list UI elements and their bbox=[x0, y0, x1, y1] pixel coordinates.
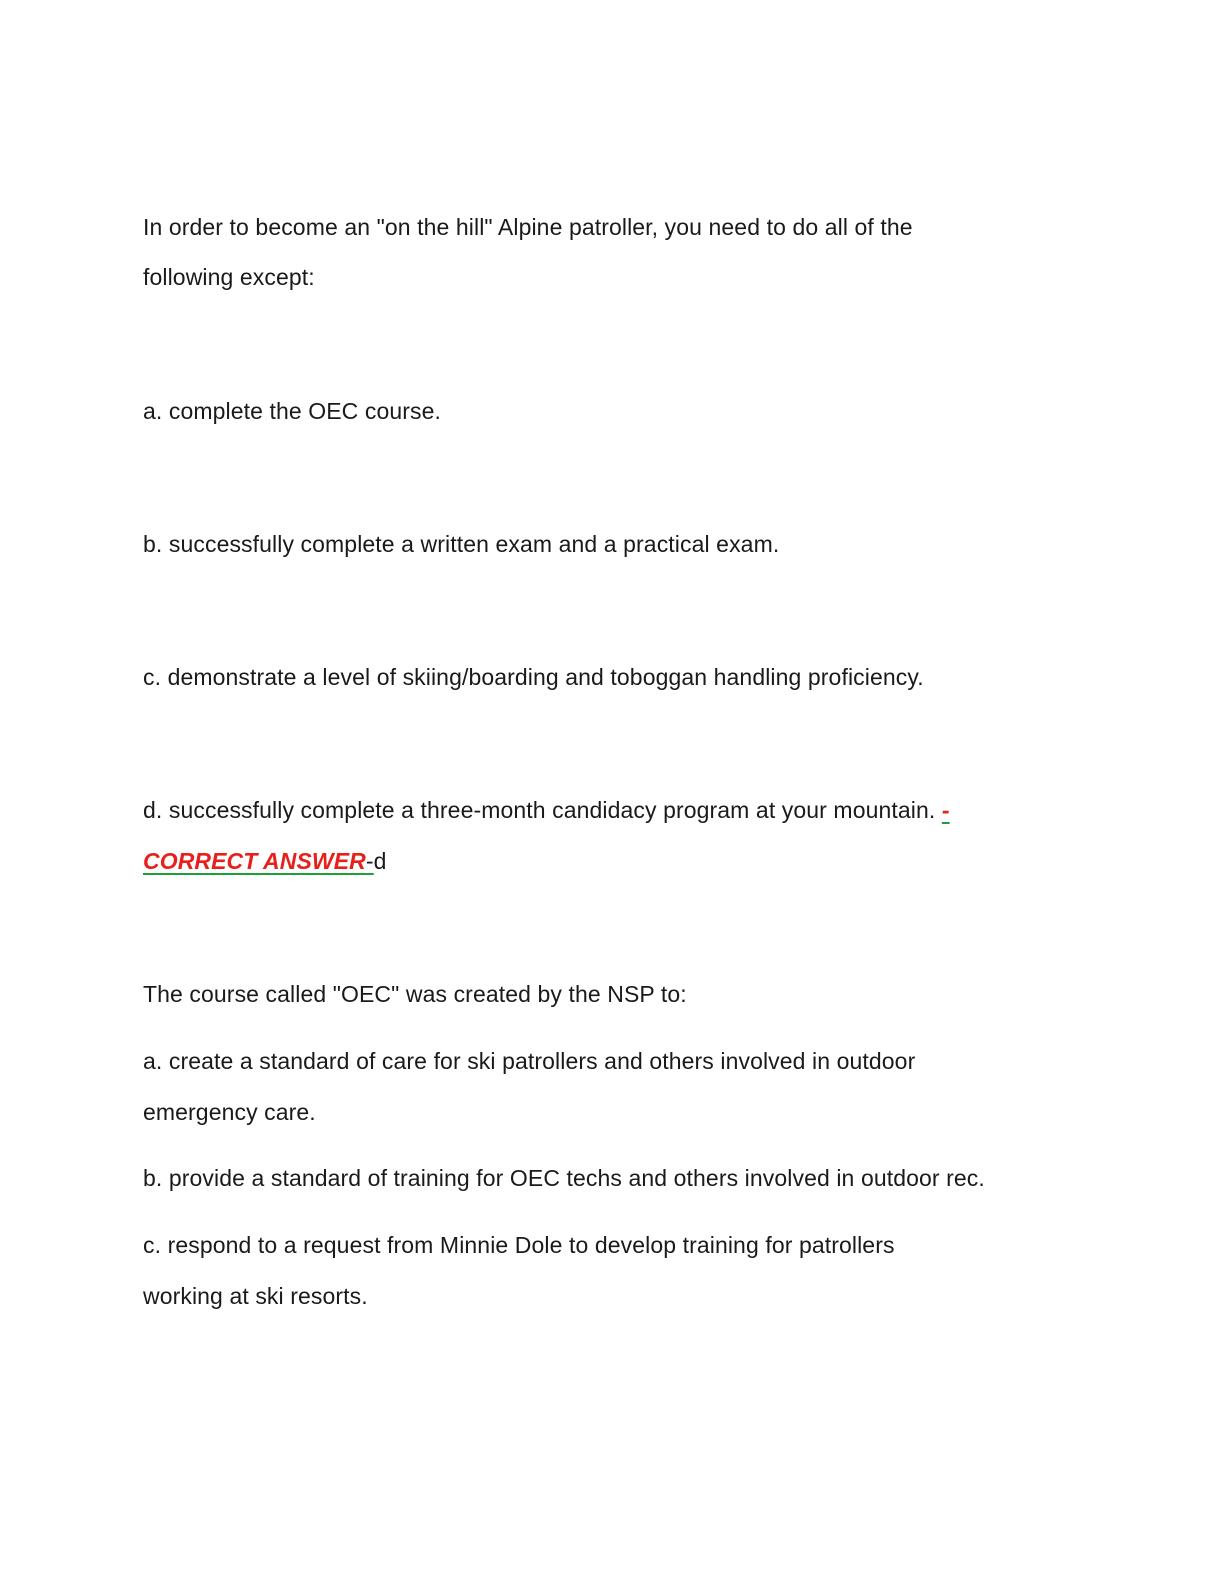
answer-dash: - bbox=[941, 797, 950, 823]
question1-option-c: c. demonstrate a level of skiing/boarding and toboggan handling proficiency. bbox=[143, 664, 924, 690]
correct-answer-label: CORRECT ANSWER bbox=[143, 848, 366, 874]
question1-option-a: a. complete the OEC course. bbox=[143, 398, 442, 424]
correct-answer-value: d bbox=[373, 848, 387, 874]
question2-option-a-line1: a. create a standard of care for ski patrollers and others involved in outdoor bbox=[143, 1048, 916, 1074]
question2-prompt: The course called "OEC" was created by the NSP to: bbox=[143, 981, 687, 1007]
question1-prompt-line2: following except: bbox=[143, 264, 315, 290]
question1-option-d-text: d. successfully complete a three-month candidacy program at your mountain. bbox=[143, 797, 936, 823]
question2-option-b: b. provide a standard of training for OEC techs and others involved in outdoor rec. bbox=[143, 1165, 985, 1191]
correct-answer-dash: - bbox=[365, 848, 374, 874]
question2-option-a-line2: emergency care. bbox=[143, 1099, 316, 1125]
question1-option-b: b. successfully complete a written exam and a practical exam. bbox=[143, 531, 780, 557]
question1-prompt-line1: In order to become an "on the hill" Alpine patroller, you need to do all of the bbox=[143, 214, 913, 240]
question1-option-d bbox=[143, 795, 950, 825]
question2-option-c-line1: c. respond to a request from Minnie Dole to develop training for patrollers bbox=[143, 1232, 895, 1258]
question2-option-c-line2: working at ski resorts. bbox=[143, 1283, 368, 1309]
correct-answer-line bbox=[143, 846, 387, 876]
